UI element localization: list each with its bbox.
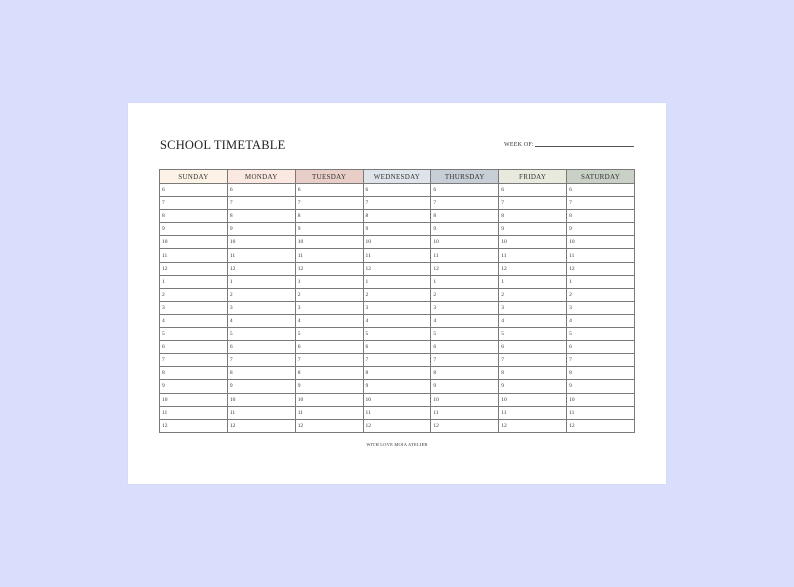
time-slot-cell: 4 (160, 314, 228, 327)
time-slot-cell: 1 (431, 275, 499, 288)
time-slot-cell: 11 (499, 249, 567, 262)
time-slot-cell: 7 (160, 197, 228, 210)
time-slot-cell: 9 (567, 380, 635, 393)
time-slot-cell: 7 (431, 354, 499, 367)
time-slot-cell: 3 (567, 301, 635, 314)
time-slot-cell: 6 (227, 184, 295, 197)
time-slot-cell: 5 (431, 328, 499, 341)
table-row (160, 314, 635, 327)
day-header-monday: MONDAY (227, 170, 295, 184)
time-slot-cell: 9 (567, 223, 635, 236)
time-slot-cell: 2 (363, 288, 431, 301)
time-slot-cell: 7 (499, 354, 567, 367)
time-slot-cell: 12 (160, 419, 228, 432)
time-slot-cell: 12 (295, 419, 363, 432)
time-slot-cell: 4 (227, 314, 295, 327)
table-row (160, 288, 635, 301)
time-slot-cell: 10 (567, 393, 635, 406)
time-slot-cell: 7 (363, 197, 431, 210)
week-of-field (504, 142, 634, 148)
time-slot-cell: 9 (499, 380, 567, 393)
table-row (160, 262, 635, 275)
time-slot-cell: 12 (160, 262, 228, 275)
time-slot-cell: 11 (567, 406, 635, 419)
time-slot-cell: 9 (160, 380, 228, 393)
time-slot-cell: 7 (363, 354, 431, 367)
timetable-body (160, 184, 635, 433)
time-slot-cell: 8 (567, 367, 635, 380)
time-slot-cell: 1 (499, 275, 567, 288)
time-slot-cell: 10 (160, 393, 228, 406)
time-slot-cell: 12 (431, 419, 499, 432)
time-slot-cell: 2 (295, 288, 363, 301)
time-slot-cell: 10 (295, 393, 363, 406)
time-slot-cell: 4 (363, 314, 431, 327)
time-slot-cell: 8 (499, 210, 567, 223)
time-slot-cell: 10 (227, 393, 295, 406)
time-slot-cell: 8 (567, 210, 635, 223)
time-slot-cell: 6 (160, 341, 228, 354)
time-slot-cell: 11 (431, 406, 499, 419)
time-slot-cell: 5 (160, 328, 228, 341)
time-slot-cell: 5 (295, 328, 363, 341)
day-header-saturday: SATURDAY (567, 170, 635, 184)
time-slot-cell: 3 (431, 301, 499, 314)
time-slot-cell: 8 (431, 210, 499, 223)
footer-credit: WITH LOVE MOIA ATELIER (366, 442, 428, 447)
time-slot-cell: 7 (499, 197, 567, 210)
table-row (160, 380, 635, 393)
time-slot-cell: 6 (567, 184, 635, 197)
time-slot-cell: 12 (227, 419, 295, 432)
time-slot-cell: 6 (499, 341, 567, 354)
time-slot-cell: 5 (227, 328, 295, 341)
time-slot-cell: 1 (227, 275, 295, 288)
time-slot-cell: 9 (295, 223, 363, 236)
time-slot-cell: 7 (227, 197, 295, 210)
time-slot-cell: 3 (363, 301, 431, 314)
day-header-wednesday: WEDNESDAY (363, 170, 431, 184)
time-slot-cell: 12 (567, 262, 635, 275)
table-row (160, 210, 635, 223)
time-slot-cell: 11 (295, 406, 363, 419)
week-of-label: WEEK OF: (504, 142, 534, 148)
time-slot-cell: 1 (363, 275, 431, 288)
time-slot-cell: 9 (499, 223, 567, 236)
time-slot-cell: 11 (160, 406, 228, 419)
table-row (160, 223, 635, 236)
time-slot-cell: 9 (431, 223, 499, 236)
time-slot-cell: 3 (160, 301, 228, 314)
day-header-sunday: SUNDAY (160, 170, 228, 184)
time-slot-cell: 6 (431, 341, 499, 354)
time-slot-cell: 7 (567, 354, 635, 367)
time-slot-cell: 6 (363, 341, 431, 354)
table-row (160, 301, 635, 314)
time-slot-cell: 2 (160, 288, 228, 301)
time-slot-cell: 7 (295, 197, 363, 210)
time-slot-cell: 10 (431, 236, 499, 249)
time-slot-cell: 11 (363, 406, 431, 419)
time-slot-cell: 3 (499, 301, 567, 314)
time-slot-cell: 10 (363, 393, 431, 406)
time-slot-cell: 6 (363, 184, 431, 197)
week-of-blank-line (535, 146, 634, 147)
time-slot-cell: 9 (160, 223, 228, 236)
time-slot-cell: 12 (567, 419, 635, 432)
time-slot-cell: 11 (567, 249, 635, 262)
time-slot-cell: 4 (295, 314, 363, 327)
day-header-friday: FRIDAY (499, 170, 567, 184)
time-slot-cell: 11 (227, 406, 295, 419)
time-slot-cell: 10 (431, 393, 499, 406)
time-slot-cell: 11 (431, 249, 499, 262)
time-slot-cell: 10 (567, 236, 635, 249)
day-header-tuesday: TUESDAY (295, 170, 363, 184)
time-slot-cell: 1 (160, 275, 228, 288)
time-slot-cell: 6 (499, 184, 567, 197)
table-row (160, 341, 635, 354)
table-row (160, 406, 635, 419)
table-row (160, 354, 635, 367)
time-slot-cell: 8 (363, 210, 431, 223)
table-row (160, 249, 635, 262)
time-slot-cell: 4 (499, 314, 567, 327)
time-slot-cell: 12 (431, 262, 499, 275)
time-slot-cell: 8 (431, 367, 499, 380)
time-slot-cell: 8 (160, 210, 228, 223)
day-header-row (160, 170, 635, 184)
table-row (160, 197, 635, 210)
time-slot-cell: 10 (160, 236, 228, 249)
timetable-sheet (128, 103, 666, 484)
time-slot-cell: 12 (227, 262, 295, 275)
time-slot-cell: 10 (295, 236, 363, 249)
time-slot-cell: 7 (431, 197, 499, 210)
table-row (160, 328, 635, 341)
time-slot-cell: 2 (499, 288, 567, 301)
table-row (160, 275, 635, 288)
time-slot-cell: 9 (431, 380, 499, 393)
time-slot-cell: 12 (499, 262, 567, 275)
time-slot-cell: 10 (499, 236, 567, 249)
time-slot-cell: 1 (567, 275, 635, 288)
time-slot-cell: 6 (567, 341, 635, 354)
time-slot-cell: 11 (295, 249, 363, 262)
page-title: SCHOOL TIMETABLE (160, 138, 286, 152)
table-row (160, 419, 635, 432)
time-slot-cell: 8 (499, 367, 567, 380)
time-slot-cell: 5 (499, 328, 567, 341)
time-slot-cell: 9 (227, 223, 295, 236)
time-slot-cell: 8 (160, 367, 228, 380)
time-slot-cell: 11 (363, 249, 431, 262)
time-slot-cell: 10 (499, 393, 567, 406)
time-slot-cell: 6 (227, 341, 295, 354)
time-slot-cell: 8 (227, 367, 295, 380)
table-row (160, 367, 635, 380)
time-slot-cell: 7 (160, 354, 228, 367)
time-slot-cell: 5 (363, 328, 431, 341)
time-slot-cell: 11 (160, 249, 228, 262)
time-slot-cell: 1 (295, 275, 363, 288)
time-slot-cell: 8 (227, 210, 295, 223)
table-row (160, 236, 635, 249)
time-slot-cell: 7 (227, 354, 295, 367)
time-slot-cell: 9 (363, 223, 431, 236)
time-slot-cell: 5 (567, 328, 635, 341)
time-slot-cell: 11 (227, 249, 295, 262)
time-slot-cell: 8 (363, 367, 431, 380)
time-slot-cell: 10 (363, 236, 431, 249)
time-slot-cell: 3 (227, 301, 295, 314)
time-slot-cell: 3 (295, 301, 363, 314)
day-header-thursday: THURSDAY (431, 170, 499, 184)
time-slot-cell: 7 (295, 354, 363, 367)
time-slot-cell: 10 (227, 236, 295, 249)
table-row (160, 393, 635, 406)
time-slot-cell: 9 (295, 380, 363, 393)
table-row (160, 184, 635, 197)
time-slot-cell: 6 (295, 184, 363, 197)
time-slot-cell: 4 (567, 314, 635, 327)
time-slot-cell: 7 (567, 197, 635, 210)
time-slot-cell: 6 (160, 184, 228, 197)
time-slot-cell: 2 (431, 288, 499, 301)
time-slot-cell: 6 (295, 341, 363, 354)
time-slot-cell: 12 (295, 262, 363, 275)
time-slot-cell: 4 (431, 314, 499, 327)
time-slot-cell: 6 (431, 184, 499, 197)
time-slot-cell: 2 (567, 288, 635, 301)
time-slot-cell: 11 (499, 406, 567, 419)
time-slot-cell: 8 (295, 210, 363, 223)
time-slot-cell: 12 (363, 419, 431, 432)
time-slot-cell: 12 (363, 262, 431, 275)
time-slot-cell: 2 (227, 288, 295, 301)
time-slot-cell: 12 (499, 419, 567, 432)
time-slot-cell: 9 (227, 380, 295, 393)
time-slot-cell: 9 (363, 380, 431, 393)
timetable-grid (159, 169, 635, 433)
time-slot-cell: 8 (295, 367, 363, 380)
